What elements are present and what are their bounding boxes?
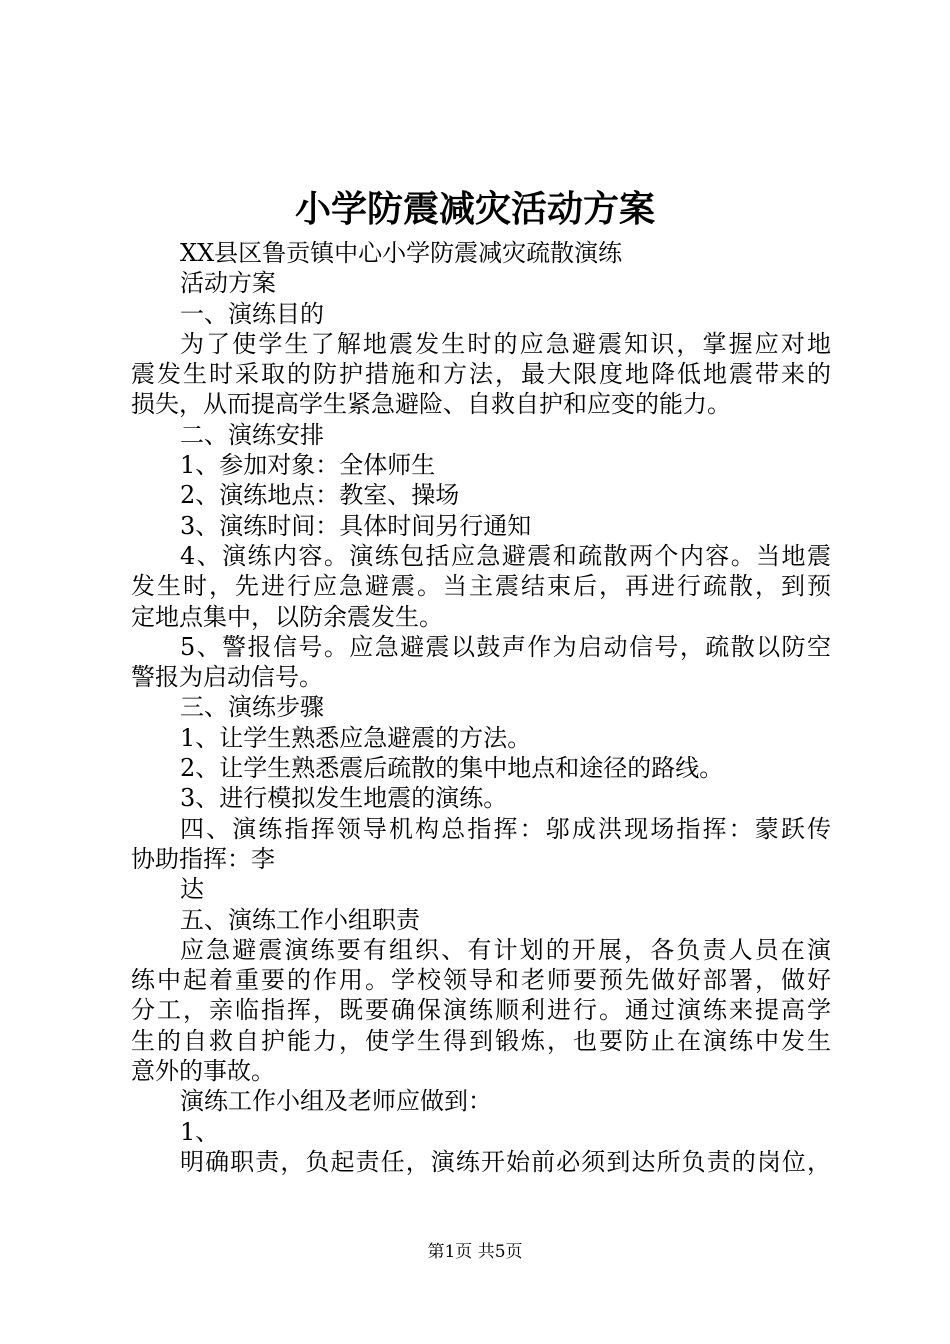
document-body [131, 238, 831, 1177]
list-item: 5、警报信号。应急避震以鼓声作为启动信号，疏散以防空 [180, 632, 831, 661]
list-item: 1、让学生熟悉应急避震的方法。 [180, 723, 532, 752]
list-item: 2、演练地点：教室、操场 [180, 481, 460, 510]
paragraph-line: XX县区鲁贡镇中心小学防震减灾疏散演练 [180, 239, 623, 267]
list-item: 3、演练时间：具体时间另行通知 [180, 511, 532, 540]
paragraph-line: 练中起着重要的作用。学校领导和老师要预先做好部署，做好 [131, 966, 831, 995]
paragraph-line: 演练工作小组及老师应做到： [180, 1087, 492, 1116]
page-footer: 第1页 共5页 [427, 1242, 523, 1262]
section-heading: 五、演练工作小组职责 [180, 905, 420, 934]
paragraph-line: 明确职责，负起责任，演练开始前必须到达所负责的岗位， [180, 1147, 831, 1176]
section-heading: 四、演练指挥领导机构总指挥：邬成洪现场指挥：蒙跃传 [180, 814, 831, 843]
paragraph-line: 协助指挥：李 [131, 844, 275, 873]
section-heading: 一、演练目的 [180, 299, 324, 328]
paragraph-line: 分工，亲临指挥，既要确保演练顺利进行。通过演练来提高学 [131, 996, 831, 1025]
list-item: 1、 [180, 1117, 220, 1146]
section-heading: 二、演练安排 [180, 420, 324, 449]
paragraph-line: 活动方案 [180, 269, 276, 298]
paragraph-line: 警报为启动信号。 [131, 663, 323, 692]
list-item: 2、让学生熟悉震后疏散的集中地点和途径的路线。 [180, 754, 724, 783]
paragraph-line: 发生时，先进行应急避震。当主震结束后，再进行疏散，到预 [131, 572, 831, 601]
paragraph-line: 意外的事故。 [131, 1057, 275, 1086]
page-title: 小学防震减灾活动方案 [294, 188, 655, 230]
section-heading: 三、演练步骤 [180, 693, 324, 722]
paragraph-line: 损失，从而提高学生紧急避险、自救自护和应变的能力。 [131, 390, 731, 419]
paragraph-line: 为了使学生了解地震发生时的应急避震知识，掌握应对地 [180, 329, 831, 358]
paragraph-line: 生的自救自护能力，使学生得到锻炼，也要防止在演练中发生 [131, 1026, 831, 1055]
paragraph-line: 应急避震演练要有组织、有计划的开展，各负责人员在演 [180, 935, 831, 964]
list-item: 3、进行模拟发生地震的演练。 [180, 784, 508, 813]
paragraph-line: 震发生时采取的防护措施和方法，最大限度地降低地震带来的 [131, 360, 831, 389]
list-item: 1、参加对象：全体师生 [180, 451, 436, 480]
list-item: 4、演练内容。演练包括应急避震和疏散两个内容。当地震 [180, 541, 831, 570]
paragraph-line: 达 [180, 875, 204, 904]
paragraph-line: 定地点集中，以防余震发生。 [131, 602, 443, 631]
